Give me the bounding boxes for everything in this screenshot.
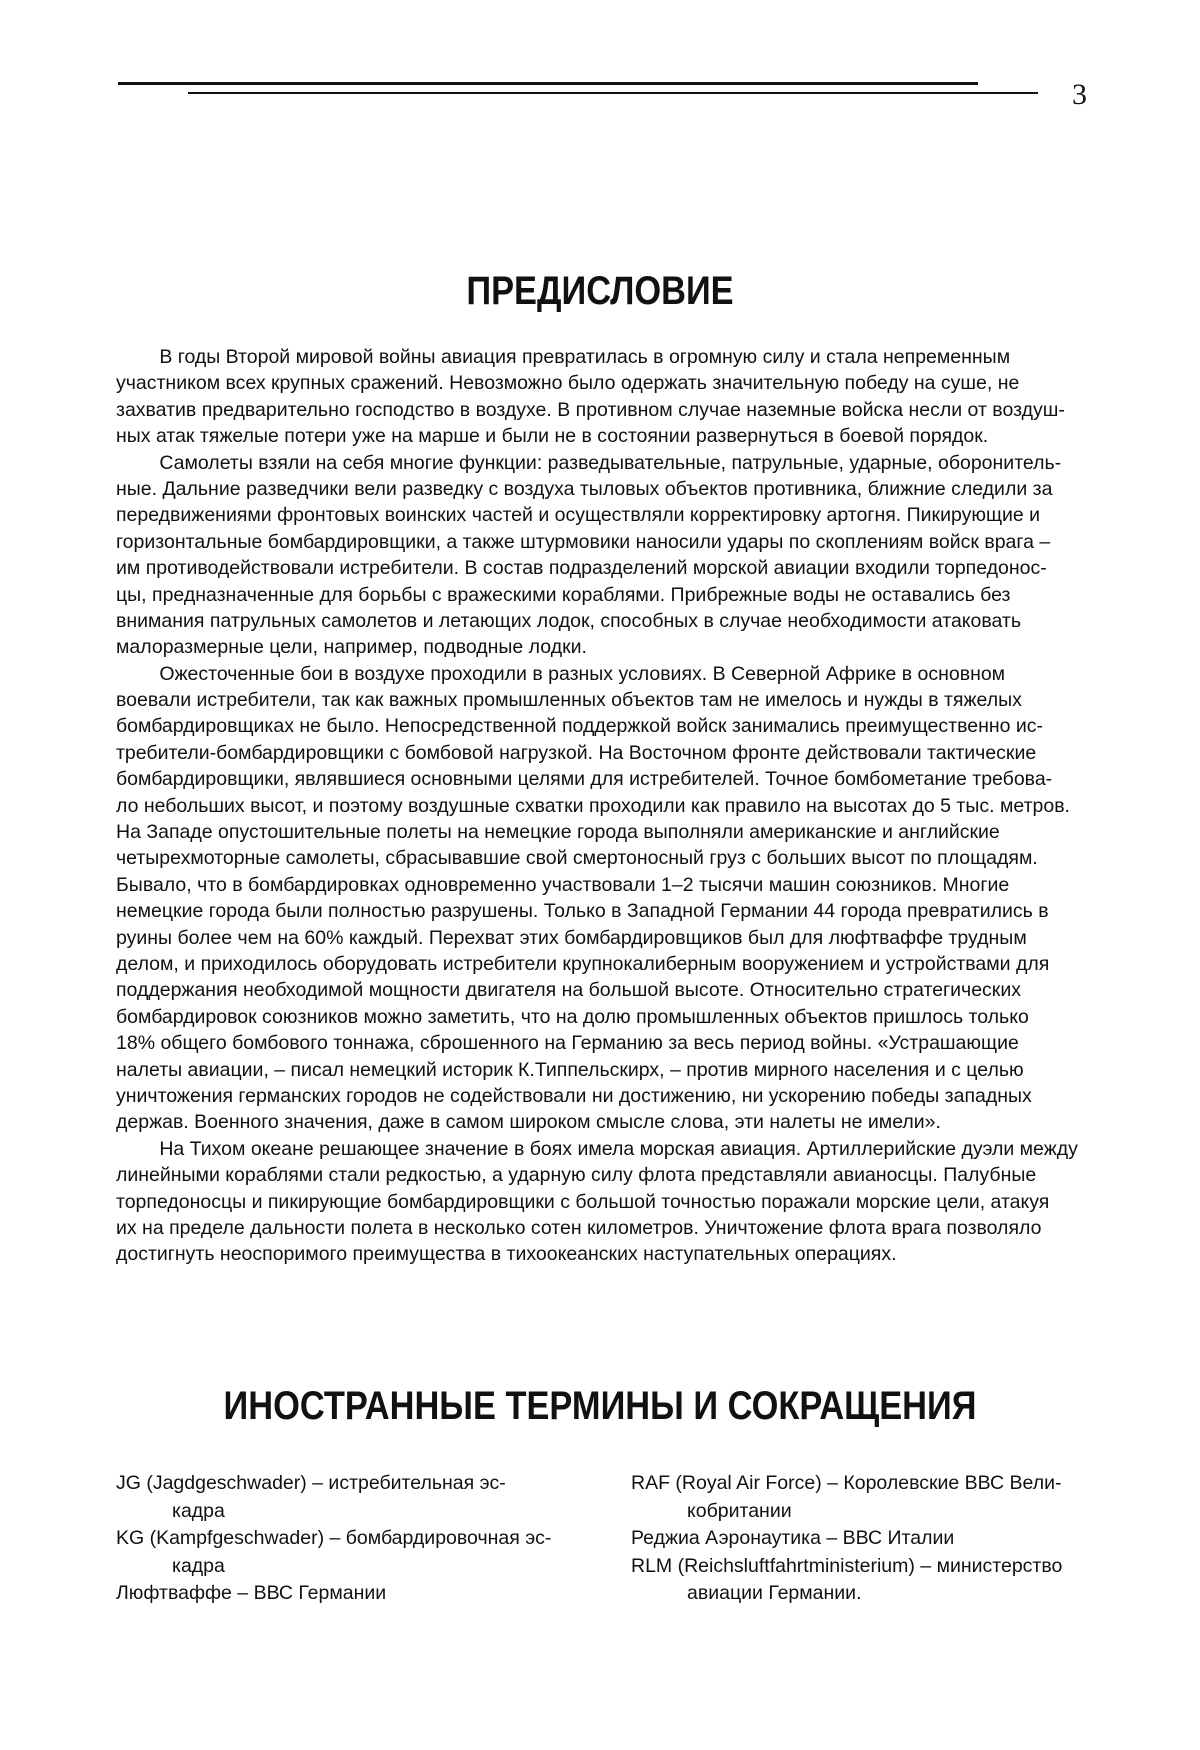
glossary-entry-line: кадра — [172, 1554, 225, 1577]
preface-line: линейными кораблями стали редкостью, а ударную силу флота представляли авианосцы. Палубные — [116, 1164, 1037, 1187]
preface-line: делом, и приходилось оборудовать истребители крупнокалиберным вооружением и устройствами для — [116, 952, 1050, 975]
preface-line: требители-бомбардировщики с бомбовой нагрузкой. На Восточном фронте действовали тактические — [116, 741, 1037, 764]
glossary-entry-line: Реджиа Аэронаутика – ВВС Италии — [631, 1527, 955, 1549]
preface-line: руины более чем на 60% каждый. Перехват этих бомбардировщиков был для люфтваффе трудным — [116, 926, 1027, 949]
preface-line: передвижениями фронтовых воинских частей и осуществляли корректировку артогня. Пикирующие и — [116, 504, 1041, 527]
preface-line: четырехмоторные самолеты, сбрасывавшие свой смертоносный груз с больших высот по площадям. — [116, 847, 1038, 870]
preface-line: На Тихом океане решающее значение в боях имела морская авиация. Артиллерийские дуэли между — [116, 1137, 1078, 1160]
preface-line: Ожесточенные бои в воздухе проходили в разных условиях. В Северной Африке в основном — [116, 662, 1006, 685]
header-rule-bottom — [188, 92, 1038, 94]
preface-line: В годы Второй мировой войны авиация превратилась в огромную силу и стала непременным — [116, 346, 1011, 368]
preface-line: бомбардировщики, являвшиеся основными целями для истребителей. Точное бомбометание требова- — [116, 768, 1053, 791]
preface-line: держав. Военного значения, даже в самом широком смысле слова, эти налеты не имели». — [116, 1111, 941, 1134]
preface-line: немецкие города были полностью разрушены. Только в Западной Германии 44 города превратились в — [116, 900, 1049, 923]
preface-line: 18% общего бомбового тоннажа, сброшенного на Германию за весь период войны. «Устрашающие — [116, 1032, 1019, 1055]
glossary-entry-line: кобритании — [687, 1499, 792, 1522]
preface-line: воевали истребители, так как важных промышленных объектов там не имелось и нужды в тяжелых — [116, 689, 1022, 712]
glossary-entry-line: RAF (Royal Air Force) – Королевские ВВС Вели- — [631, 1472, 1062, 1494]
preface-line: горизонтальные бомбардировщики, а также штурмовики наносили удары по скоплениям войск врага – — [116, 530, 1051, 553]
preface-line: На Западе опустошительные полеты на немецкие города выполняли американские и английские — [116, 821, 1000, 844]
preface-line: Бывало, что в бомбардировках одновременно участвовали 1–2 тысячи машин союзников. Многие — [116, 873, 1010, 896]
preface-line: ные. Дальние разведчики вели разведку с воздуха тыловых объектов противника, ближние следили за — [116, 477, 1053, 500]
preface-line: цы, предназначенные для борьбы с вражескими кораблями. Прибрежные воды не оставались без — [116, 583, 1011, 606]
preface-line: ло небольших высот, и поэтому воздушные схватки проходили как правило на высотах до 5 тыс. метров. — [116, 794, 1070, 817]
preface-line: внимания патрульных самолетов и летающих лодок, способных в случае необходимости атаковать — [116, 609, 1022, 632]
preface-line: налеты авиации, – писал немецкий историк К.Типпельскирх, – против мирного населения и с целью — [116, 1058, 1024, 1081]
glossary-entry-line: кадра — [172, 1499, 225, 1522]
preface-line: бомбардировок союзников можно заметить, что на долю промышленных объектов пришлось только — [116, 1005, 1029, 1028]
preface-line: участником всех крупных сражений. Невозможно было одержать значительную победу на суше, не — [116, 372, 1020, 395]
preface-line: бомбардировщиках не было. Непосредственной поддержкой войск занимались преимущественно ис- — [116, 715, 1044, 738]
glossary-title: ИНОСТРАННЫЕ ТЕРМИНЫ И СОКРАЩЕНИЯ — [223, 1384, 977, 1428]
preface-line: малоразмерные цели, например, подводные лодки. — [116, 636, 587, 659]
glossary-entry-line: авиации Германии. — [687, 1582, 862, 1604]
glossary-entry-line: KG (Kampfgeschwader) – бомбардировочная эс- — [116, 1527, 552, 1549]
glossary-left-column — [116, 1470, 586, 1608]
preface-body — [116, 344, 1098, 1268]
glossary-right-column — [631, 1470, 1101, 1608]
preface-line: уничтожения германских городов не содействовали ни достижению, ни ускорению победы западных — [116, 1084, 1032, 1107]
preface-line: им противодействовали истребители. В состав подразделений морской авиации входили торпедонос- — [116, 557, 1047, 580]
glossary-entry-line: JG (Jagdgeschwader) – истребительная эс- — [116, 1472, 506, 1494]
header-rule-top — [118, 82, 978, 85]
glossary-entry-line: Люфтваффе – ВВС Германии — [116, 1582, 387, 1604]
preface-line: захватив предварительно господство в воздухе. В противном случае наземные войска несли от воздуш- — [116, 398, 1065, 421]
preface-title: ПРЕДИСЛОВИЕ — [466, 269, 734, 313]
preface-line: их на пределе дальности полета в несколько сотен километров. Уничтожение флота врага позволяло — [116, 1216, 1042, 1239]
preface-line: Самолеты взяли на себя многие функции: разведывательные, патрульные, ударные, оборонитель- — [116, 451, 1062, 474]
page-number: 3 — [1072, 78, 1087, 111]
preface-line: торпедоносцы и пикирующие бомбардировщики с большой точностью поражали морские цели, атакуя — [116, 1190, 1050, 1213]
preface-line: достигнуть неоспоримого преимущества в тихоокеанских наступательных операциях. — [116, 1243, 897, 1266]
header-rules — [118, 82, 1038, 96]
preface-line: ных атак тяжелые потери уже на марше и были не в состоянии развернуться в боевой порядок. — [116, 425, 989, 448]
preface-line: поддержания необходимой мощности двигателя на большой высоте. Относительно стратегических — [116, 979, 1021, 1002]
glossary-entry-line: RLM (Reichsluftfahrtministerium) – министерство — [631, 1554, 1063, 1577]
